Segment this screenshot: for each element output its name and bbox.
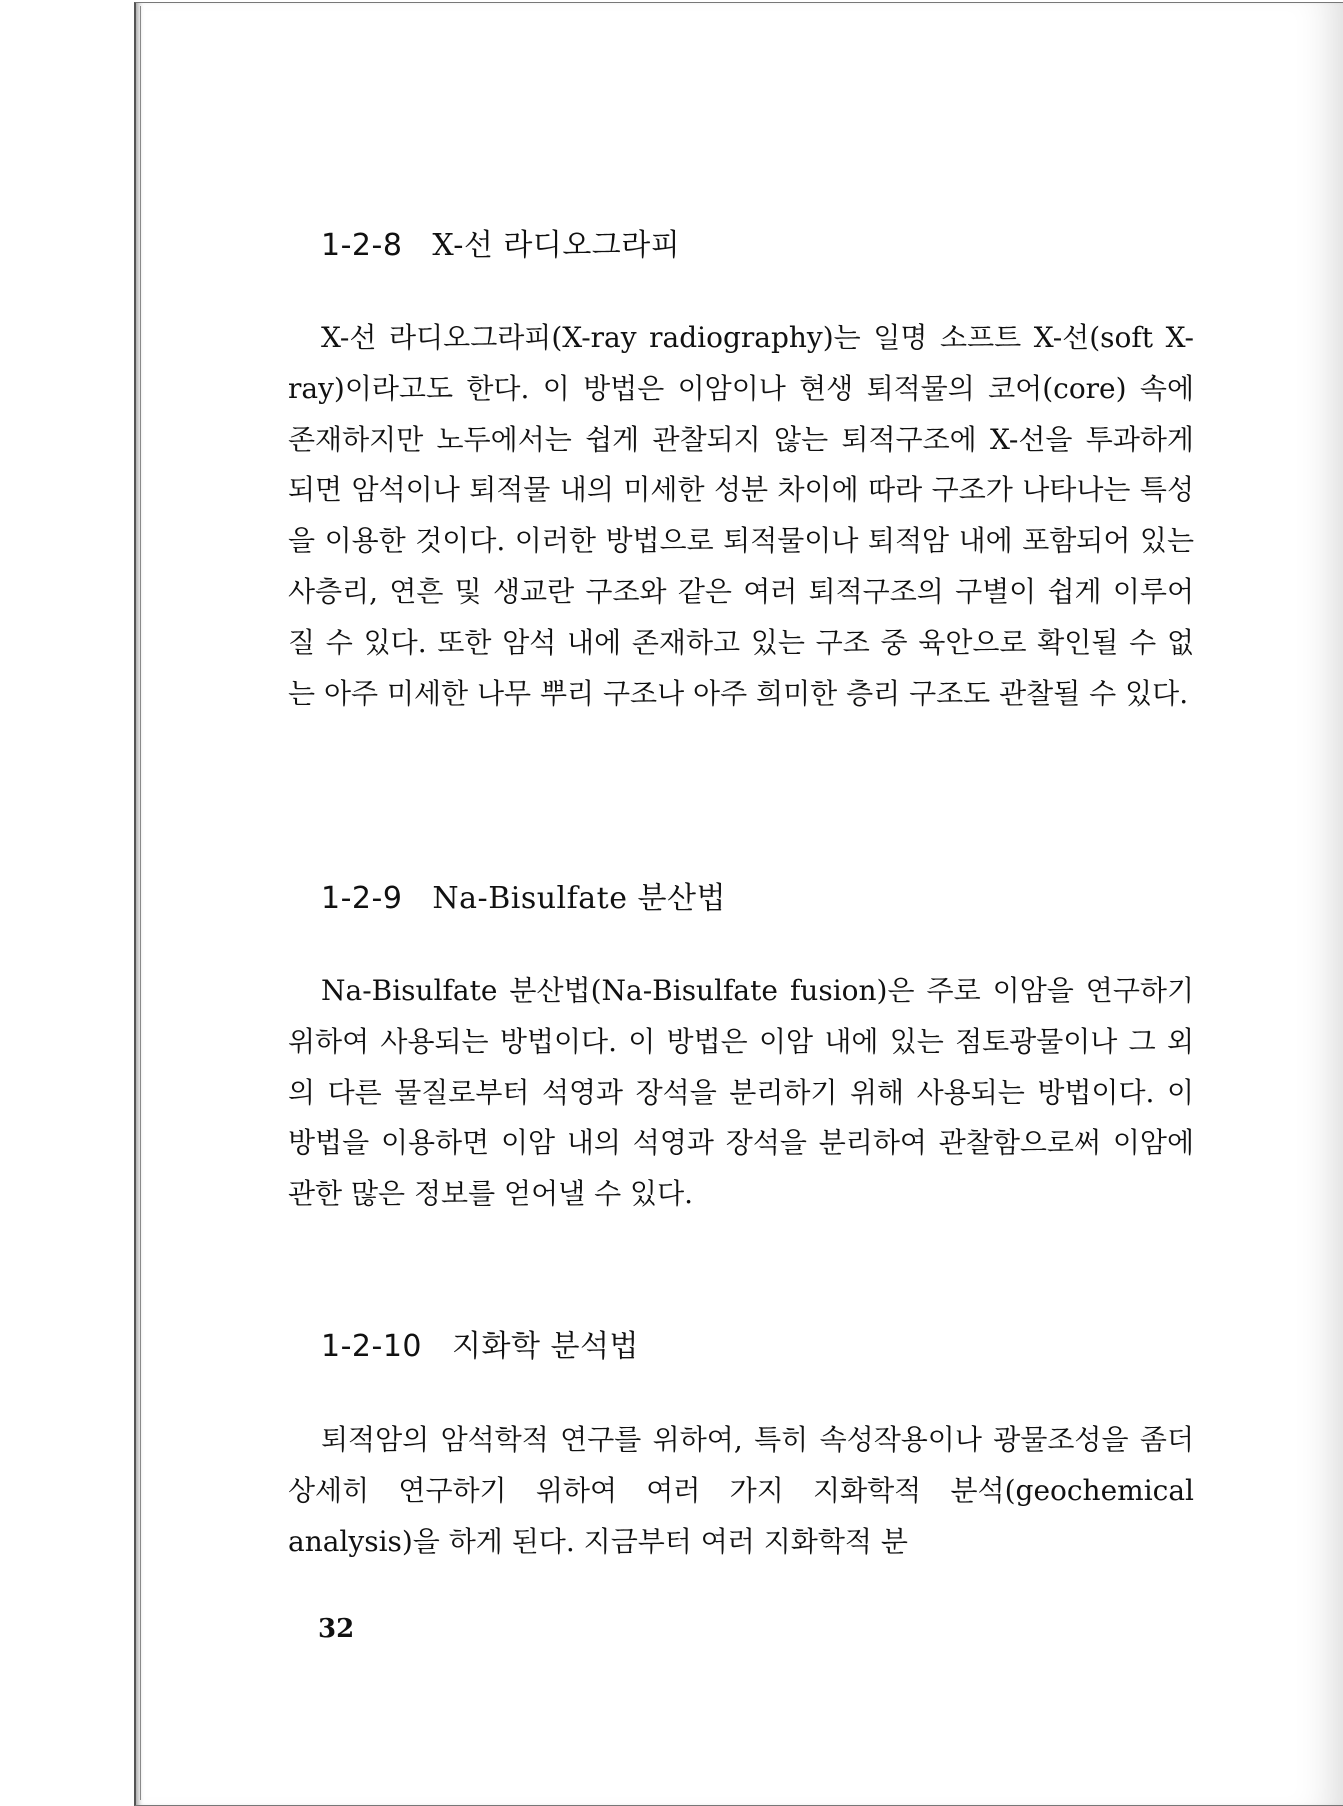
section-heading-1-2-9 (321, 873, 726, 917)
background-margin (0, 0, 134, 1806)
section-body-1-2-8: X-선 라디오그라피(X-ray radiography)는 일명 소프트 X-선(soft X-ray)이라고도 한다. 이 방법은 이암이나 현생 퇴적물의 코어(core) 속에 존재하지만 노두에서는 쉽게 관찰되지 않는 퇴적구조에 X-선을 투과하게 되면 암석이나 퇴적물 내의 미세한 성분 차이에 따라 구조가 나타나는 특성을 이용한 것이다. 이러한 방법으로 퇴적물이나 퇴적암 내에 포함되어 있는 사층리, 연흔 및 생교란 구조와 같은 여러 퇴적구조의 구별이 쉽게 이루어질 수 있다. 또한 암석 내에 존재하고 있는 구조 중 육안으로 확인될 수 없는 아주 미세한 나무 뿌리 구조나 아주 희미한 층리 구조도 관찰될 수 있다. (288, 321, 1194, 710)
page-number: 32 (318, 1614, 355, 1644)
section-title: X-선 라디오그라피 (432, 228, 681, 263)
section-heading-1-2-8 (321, 220, 680, 264)
section-title: Na-Bisulfate 분산법 (432, 881, 726, 916)
section-body-1-2-10: 퇴적암의 암석학적 연구를 위하여, 특히 속성작용이나 광물조성을 좀더 상세히 연구하기 위하여 여러 가지 지화학적 분석(geochemical analysis)을 하게 된다. 지금부터 여러 지화학적 분 (288, 1423, 1194, 1558)
section-heading-1-2-10 (321, 1321, 639, 1365)
section-title: 지화학 분석법 (452, 1329, 639, 1364)
section-number: 1-2-9 (321, 881, 403, 916)
section-number: 1-2-10 (321, 1329, 422, 1364)
section-number: 1-2-8 (321, 228, 403, 263)
section-body-1-2-9: Na-Bisulfate 분산법(Na-Bisulfate fusion)은 주로 이암을 연구하기 위하여 사용되는 방법이다. 이 방법은 이암 내에 있는 점토광물이나 그 외의 다른 물질로부터 석영과 장석을 분리하기 위해 사용되는 방법이다. 이 방법을 이용하면 이암 내의 석영과 장석을 분리하여 관찰함으로써 이암에 관한 많은 정보를 얻어낼 수 있다. (288, 974, 1194, 1211)
page-binding-edge (140, 6, 141, 1800)
